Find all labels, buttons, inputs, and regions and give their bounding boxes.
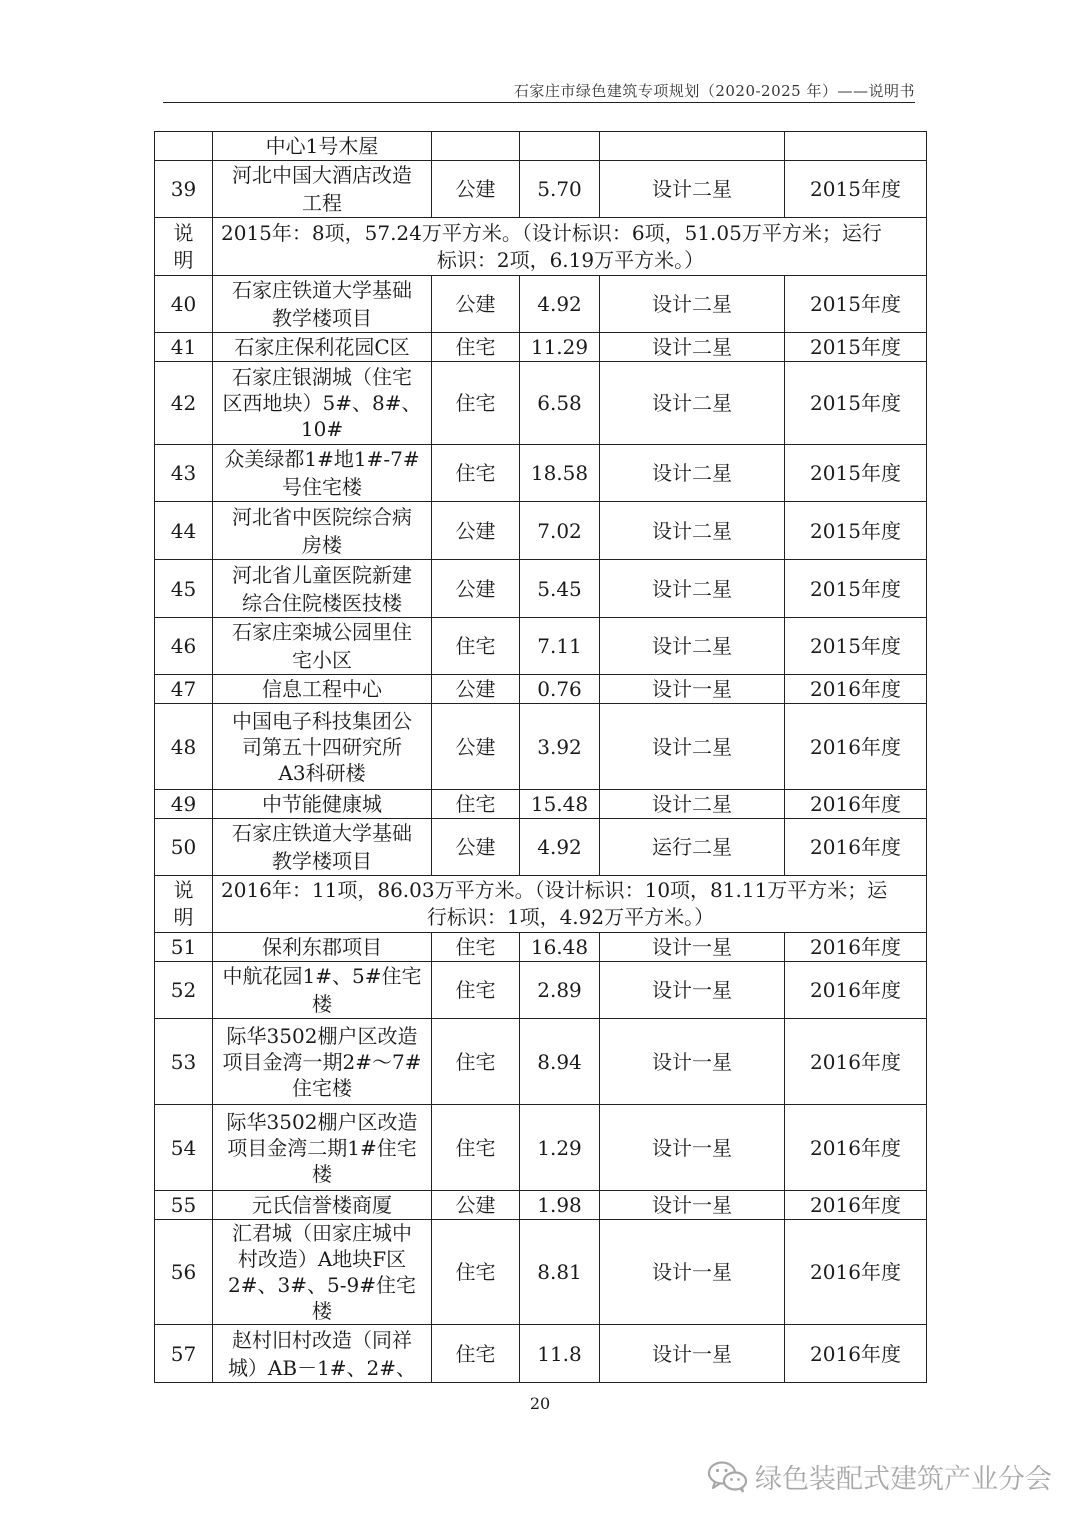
table-row xyxy=(155,362,927,445)
cell-line: A3科研楼 xyxy=(278,760,366,785)
cell-line: 标识：2项，6.19万平方米。） xyxy=(436,247,705,272)
floor-area-cell: 2.89 xyxy=(520,962,600,1019)
table-row xyxy=(155,161,927,218)
label-grade-cell: 设计一星 xyxy=(600,1105,785,1191)
project-name-cell xyxy=(213,819,432,876)
cell-line: 明 xyxy=(173,247,194,272)
building-type-cell: 公建 xyxy=(432,704,520,790)
project-name-cell xyxy=(213,790,432,819)
cell-line: 楼 xyxy=(312,1161,332,1186)
building-type-cell: 公建 xyxy=(432,1191,520,1220)
project-name-cell xyxy=(213,704,432,790)
year-cell: 2015年度 xyxy=(785,161,927,218)
table-row xyxy=(155,1220,927,1325)
page-number: 20 xyxy=(529,1394,551,1413)
table-row xyxy=(155,1191,927,1220)
building-type-cell: 住宅 xyxy=(432,1019,520,1105)
floor-area-cell: 8.94 xyxy=(520,1019,600,1105)
cell-line: 综合住院楼医技楼 xyxy=(242,590,402,615)
project-name-cell xyxy=(213,333,432,362)
cell-line: 河北中国大酒店改造 xyxy=(232,163,412,187)
label-grade-cell: 设计二星 xyxy=(600,704,785,790)
floor-area-cell: 5.70 xyxy=(520,161,600,218)
cell-line: 2#、3#、5-9#住宅楼 xyxy=(228,1273,416,1323)
floor-area-cell: 5.45 xyxy=(520,560,600,618)
cell-line: 楼 xyxy=(312,992,332,1016)
green-building-project-table xyxy=(154,131,927,1383)
cell-line: 信息工程中心 xyxy=(262,677,382,701)
summary-text-cell xyxy=(213,876,927,933)
label-grade-cell: 设计二星 xyxy=(600,790,785,819)
summary-label-cell xyxy=(155,218,213,276)
row-number-cell: 57 xyxy=(155,1325,213,1383)
row-number-cell: 44 xyxy=(155,502,213,560)
year-cell: 2016年度 xyxy=(785,819,927,876)
project-name-cell xyxy=(213,933,432,962)
label-grade-cell: 设计二星 xyxy=(600,276,785,333)
cell-line: 元氏信誉楼商厦 xyxy=(252,1193,392,1217)
table-row xyxy=(155,1105,927,1191)
cell-line: 住宅楼 xyxy=(292,1075,352,1100)
cell-line: 中节能健康城 xyxy=(262,792,382,816)
year-cell: 2016年度 xyxy=(785,1019,927,1105)
table-row xyxy=(155,933,927,962)
cell-line: 10# xyxy=(300,417,344,441)
label-grade-cell: 设计二星 xyxy=(600,445,785,502)
floor-area-cell: 15.48 xyxy=(520,790,600,819)
label-grade-cell xyxy=(600,132,785,161)
summary-text-cell xyxy=(213,218,927,276)
cell-line: 众美绿都1#地1#-7# xyxy=(224,447,420,471)
year-cell: 2016年度 xyxy=(785,790,927,819)
table-row xyxy=(155,1019,927,1105)
row-number-cell: 50 xyxy=(155,819,213,876)
table-row xyxy=(155,132,927,161)
year-cell: 2016年度 xyxy=(785,1105,927,1191)
header-rule xyxy=(163,102,915,103)
cell-line: 2015年：8项，57.24万平方米。（设计标识：6项，51.05万平方米；运行 xyxy=(221,220,882,245)
project-name-cell xyxy=(213,362,432,445)
label-grade-cell: 设计二星 xyxy=(600,618,785,675)
floor-area-cell xyxy=(520,132,600,161)
cell-line: 说 xyxy=(173,878,194,902)
cell-line: 行标识：1项，4.92万平方米。） xyxy=(426,905,715,929)
project-name-cell xyxy=(213,161,432,218)
year-cell: 2015年度 xyxy=(785,502,927,560)
table-row xyxy=(155,704,927,790)
year-cell xyxy=(785,132,927,161)
building-type-cell: 住宅 xyxy=(432,962,520,1019)
project-name-cell xyxy=(213,1220,432,1325)
cell-line: 保利东郡项目 xyxy=(262,935,382,959)
cell-line: 际华3502棚户区改造 xyxy=(226,1109,418,1134)
building-type-cell: 住宅 xyxy=(432,362,520,445)
project-name-cell xyxy=(213,132,432,161)
building-type-cell: 公建 xyxy=(432,276,520,333)
cell-line: 工程 xyxy=(302,191,342,215)
row-number-cell: 40 xyxy=(155,276,213,333)
building-type-cell: 住宅 xyxy=(432,790,520,819)
label-grade-cell: 运行二星 xyxy=(600,819,785,876)
year-cell: 2015年度 xyxy=(785,362,927,445)
summary-row xyxy=(155,876,927,933)
building-type-cell: 公建 xyxy=(432,161,520,218)
floor-area-cell: 11.29 xyxy=(520,333,600,362)
floor-area-cell: 1.29 xyxy=(520,1105,600,1191)
table-row xyxy=(155,790,927,819)
row-number-cell: 43 xyxy=(155,445,213,502)
label-grade-cell: 设计二星 xyxy=(600,502,785,560)
table-row xyxy=(155,445,927,502)
row-number-cell: 56 xyxy=(155,1220,213,1325)
project-name-cell xyxy=(213,445,432,502)
cell-line: 赵村旧村改造（同祥 xyxy=(232,1327,412,1352)
cell-line: 际华3502棚户区改造 xyxy=(226,1023,418,1048)
building-type-cell: 住宅 xyxy=(432,1325,520,1383)
project-name-cell xyxy=(213,1325,432,1383)
cell-line: 中心1号木屋 xyxy=(265,134,379,158)
row-number-cell: 42 xyxy=(155,362,213,445)
cell-line: 村改造）A地块F区 xyxy=(237,1247,407,1271)
project-name-cell xyxy=(213,962,432,1019)
row-number-cell: 46 xyxy=(155,618,213,675)
cell-line: 宅小区 xyxy=(292,648,352,672)
row-number-cell: 53 xyxy=(155,1019,213,1105)
building-type-cell: 住宅 xyxy=(432,1105,520,1191)
row-number-cell: 47 xyxy=(155,675,213,704)
cell-line: 2016年：11项，86.03万平方米。（设计标识：10项，81.11万平方米；运 xyxy=(221,878,888,902)
year-cell: 2015年度 xyxy=(785,445,927,502)
cell-line: 河北省中医院综合病 xyxy=(232,504,412,529)
building-type-cell: 住宅 xyxy=(432,1220,520,1325)
floor-area-cell: 6.58 xyxy=(520,362,600,445)
label-grade-cell: 设计二星 xyxy=(600,333,785,362)
building-type-cell: 住宅 xyxy=(432,933,520,962)
cell-line: 石家庄银湖城（住宅 xyxy=(232,365,412,389)
running-header: 石家庄市绿色建筑专项规划（2020-2025 年）——说明书 xyxy=(513,82,915,100)
table-row xyxy=(155,962,927,1019)
watermark-text: 绿色装配式建筑产业分会 xyxy=(755,1464,1052,1495)
row-number-cell: 54 xyxy=(155,1105,213,1191)
building-type-cell: 公建 xyxy=(432,560,520,618)
cell-line: 教学楼项目 xyxy=(272,306,372,330)
label-grade-cell: 设计二星 xyxy=(600,560,785,618)
cell-line: 号住宅楼 xyxy=(282,475,362,499)
year-cell: 2016年度 xyxy=(785,962,927,1019)
year-cell: 2016年度 xyxy=(785,933,927,962)
floor-area-cell: 8.81 xyxy=(520,1220,600,1325)
project-name-cell xyxy=(213,502,432,560)
row-number-cell: 48 xyxy=(155,704,213,790)
project-name-cell xyxy=(213,560,432,618)
row-number-cell: 45 xyxy=(155,560,213,618)
label-grade-cell: 设计一星 xyxy=(600,962,785,1019)
cell-line: 区西地块）5#、8#、 xyxy=(222,391,422,415)
cell-line: 石家庄铁道大学基础 xyxy=(232,821,412,845)
table-row xyxy=(155,1325,927,1383)
floor-area-cell: 7.11 xyxy=(520,618,600,675)
building-type-cell: 住宅 xyxy=(432,618,520,675)
cell-line: 说 xyxy=(173,220,194,245)
floor-area-cell: 4.92 xyxy=(520,276,600,333)
row-number-cell: 41 xyxy=(155,333,213,362)
building-type-cell: 公建 xyxy=(432,502,520,560)
cell-line: 明 xyxy=(173,905,194,929)
cell-line: 司第五十四研究所 xyxy=(242,734,402,759)
building-type-cell: 住宅 xyxy=(432,333,520,362)
cell-line: 中航花园1#、5#住宅 xyxy=(222,964,422,988)
floor-area-cell: 18.58 xyxy=(520,445,600,502)
year-cell: 2016年度 xyxy=(785,1325,927,1383)
row-number-cell: 55 xyxy=(155,1191,213,1220)
row-number-cell xyxy=(155,132,213,161)
year-cell: 2015年度 xyxy=(785,560,927,618)
floor-area-cell: 3.92 xyxy=(520,704,600,790)
cell-line: 房楼 xyxy=(302,532,342,557)
project-name-cell xyxy=(213,1191,432,1220)
floor-area-cell: 4.92 xyxy=(520,819,600,876)
table-row xyxy=(155,276,927,333)
floor-area-cell: 16.48 xyxy=(520,933,600,962)
table-row xyxy=(155,819,927,876)
table-row xyxy=(155,502,927,560)
label-grade-cell: 设计一星 xyxy=(600,1019,785,1105)
year-cell: 2016年度 xyxy=(785,1220,927,1325)
project-name-cell xyxy=(213,618,432,675)
building-type-cell: 住宅 xyxy=(432,445,520,502)
summary-label-cell xyxy=(155,876,213,933)
summary-row xyxy=(155,218,927,276)
cell-line: 石家庄栾城公园里住 xyxy=(232,620,412,644)
table-row xyxy=(155,560,927,618)
table-row xyxy=(155,675,927,704)
row-number-cell: 49 xyxy=(155,790,213,819)
floor-area-cell: 1.98 xyxy=(520,1191,600,1220)
year-cell: 2015年度 xyxy=(785,276,927,333)
building-type-cell: 公建 xyxy=(432,819,520,876)
watermark xyxy=(707,1457,1052,1496)
year-cell: 2015年度 xyxy=(785,333,927,362)
year-cell: 2015年度 xyxy=(785,618,927,675)
cell-line: 中国电子科技集团公 xyxy=(232,708,412,733)
cell-line: 项目金湾二期1#住宅 xyxy=(227,1135,417,1160)
year-cell: 2016年度 xyxy=(785,675,927,704)
year-cell: 2016年度 xyxy=(785,1191,927,1220)
floor-area-cell: 11.8 xyxy=(520,1325,600,1383)
row-number-cell: 39 xyxy=(155,161,213,218)
cell-line: 城）AB－1#、2#、 xyxy=(227,1355,417,1380)
label-grade-cell: 设计一星 xyxy=(600,1191,785,1220)
wechat-icon xyxy=(707,1460,749,1494)
table-row xyxy=(155,333,927,362)
floor-area-cell: 7.02 xyxy=(520,502,600,560)
label-grade-cell: 设计二星 xyxy=(600,362,785,445)
label-grade-cell: 设计二星 xyxy=(600,161,785,218)
row-number-cell: 51 xyxy=(155,933,213,962)
label-grade-cell: 设计一星 xyxy=(600,1220,785,1325)
project-name-cell xyxy=(213,276,432,333)
cell-line: 石家庄保利花园C区 xyxy=(234,335,410,359)
building-type-cell xyxy=(432,132,520,161)
project-name-cell xyxy=(213,675,432,704)
floor-area-cell: 0.76 xyxy=(520,675,600,704)
label-grade-cell: 设计一星 xyxy=(600,1325,785,1383)
project-name-cell xyxy=(213,1105,432,1191)
cell-line: 石家庄铁道大学基础 xyxy=(232,278,412,302)
label-grade-cell: 设计一星 xyxy=(600,933,785,962)
year-cell: 2016年度 xyxy=(785,704,927,790)
building-type-cell: 公建 xyxy=(432,675,520,704)
row-number-cell: 52 xyxy=(155,962,213,1019)
project-name-cell xyxy=(213,1019,432,1105)
cell-line: 汇君城（田家庄城中 xyxy=(232,1221,412,1245)
cell-line: 河北省儿童医院新建 xyxy=(232,562,412,587)
cell-line: 项目金湾一期2#～7# xyxy=(222,1049,422,1074)
table-row xyxy=(155,618,927,675)
label-grade-cell: 设计一星 xyxy=(600,675,785,704)
cell-line: 教学楼项目 xyxy=(272,849,372,873)
